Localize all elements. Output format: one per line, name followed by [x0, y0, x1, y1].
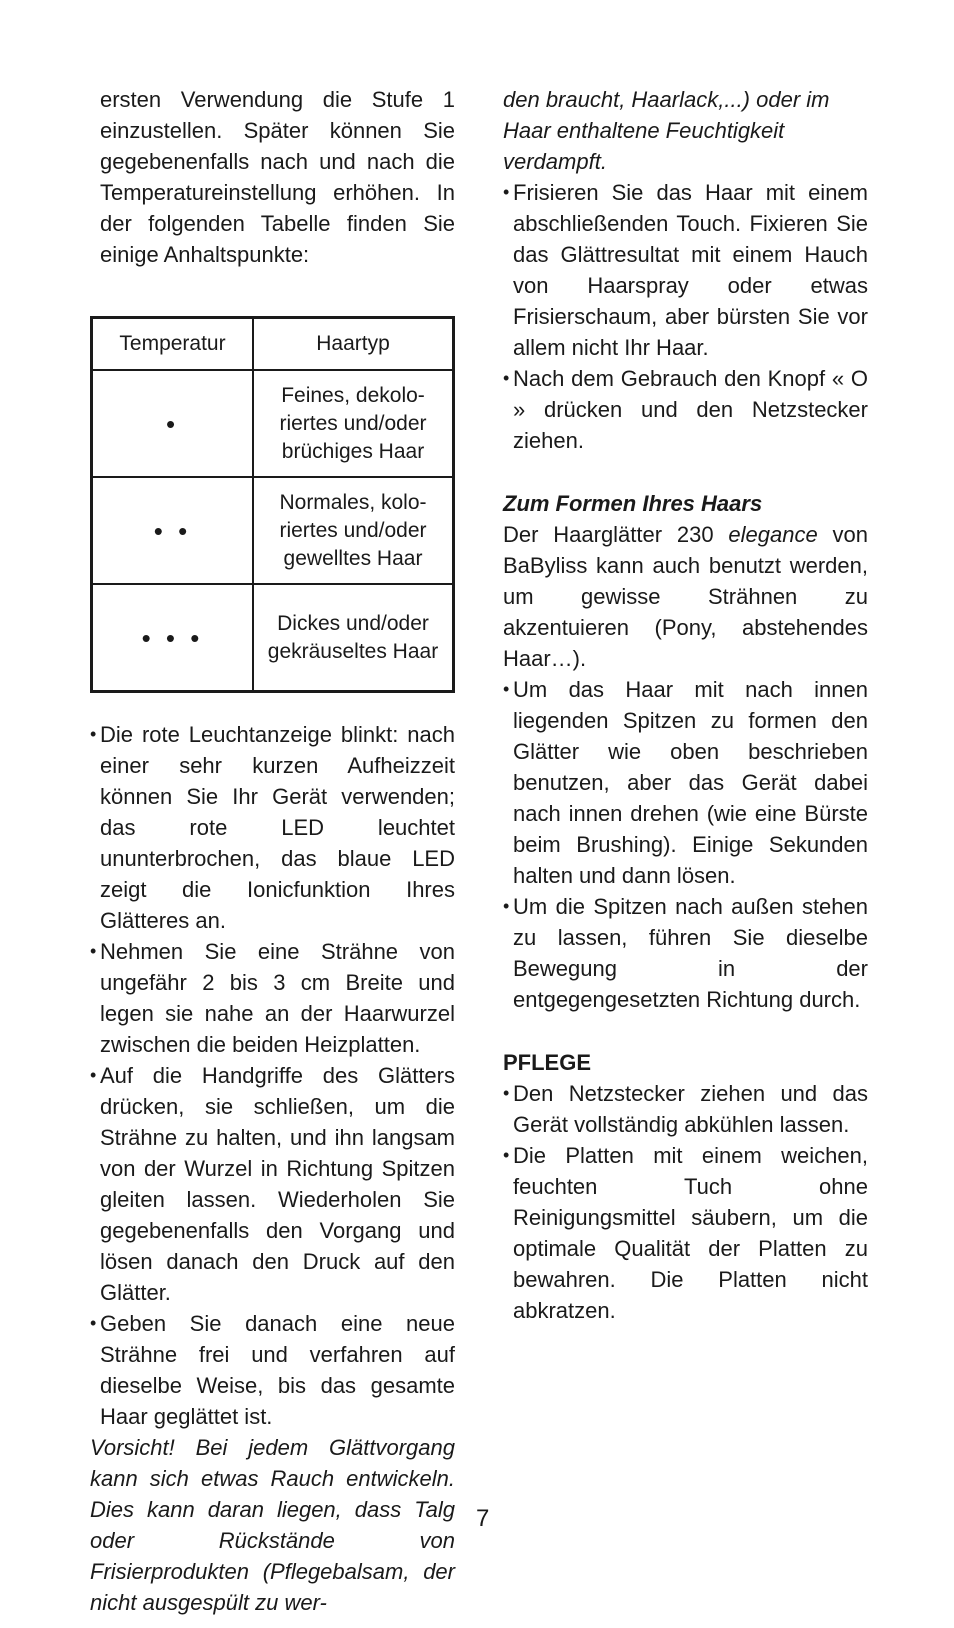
- forming-intro-text: von BaByliss kann auch benutzt werden, um gewisse Strähnen zu akzentuieren (Pony, abstehendes Haar…).: [503, 522, 868, 671]
- warning-continued: den braucht, Haarlack,...) oder im Haar enthaltene Feuchtigkeit verdampft.: [503, 87, 830, 174]
- hairtype-cell: Normales, kolo-riertes und/oder gewelltes Haar: [253, 477, 454, 584]
- list-item: • Frisieren Sie das Haar mit einem abschließenden Touch. Fixieren Sie das Glättresultat mit einem Hauch von Haarspray oder etwas Frisierschaum, aber bürsten Sie vor allem nicht Ihr Haar.: [503, 177, 868, 363]
- list-item: • Auf die Handgriffe des Glätters drücken, sie schließen, um die Strähne zu halten, und ihn langsam von der Wurzel in Richtung Spitzen gleiten lassen. Wiederholen Sie gegebenenfalls den Vorgang und lösen danach den Druck auf den Glätter.: [90, 1060, 455, 1308]
- list-item: • Geben Sie danach eine neue Strähne frei und verfahren auf dieselbe Weise, bis das gesamte Haar geglättet ist.: [90, 1308, 455, 1432]
- finishing-bullet-list: [503, 177, 868, 456]
- brand-name: elegance: [728, 522, 818, 547]
- table-row: [92, 477, 454, 584]
- temperature-table: [90, 316, 455, 693]
- temperature-level-1: •: [92, 370, 254, 477]
- right-column: [503, 84, 868, 1326]
- table-row: [92, 370, 454, 477]
- table-header-temperature: Temperatur: [92, 318, 254, 371]
- list-item: • Um das Haar mit nach innen liegenden Spitzen zu formen den Glätter wie oben beschrieben benutzen, aber das Gerät dabei nach innen drehen (wie eine Bürste beim Brushing). Einige Sekunden halten und dann lösen.: [503, 674, 868, 891]
- care-bullet-list: [503, 1078, 868, 1326]
- temperature-level-2: • •: [92, 477, 254, 584]
- forming-intro-text: Der Haarglätter 230: [503, 522, 729, 547]
- forming-heading: Zum Formen Ihres Haars: [503, 491, 763, 516]
- temperature-level-3: • • •: [92, 584, 254, 692]
- usage-bullet-list: [90, 719, 455, 1432]
- temperature-table-wrapper: [90, 316, 455, 693]
- list-item: • Nehmen Sie eine Strähne von ungefähr 2 bis 3 cm Breite und legen sie nahe an der Haarwurzel zwischen die beiden Heizplatten.: [90, 936, 455, 1060]
- care-heading: PFLEGE: [503, 1050, 592, 1075]
- table-row: [92, 584, 454, 692]
- hairtype-cell: Dickes und/oder gekräuseltes Haar: [253, 584, 454, 692]
- list-item: • Nach dem Gebrauch den Knopf « O » drücken und den Netzstecker ziehen.: [503, 363, 868, 456]
- list-item: • Den Netzstecker ziehen und das Gerät vollständig abkühlen lassen.: [503, 1078, 868, 1140]
- left-column: [90, 84, 455, 1618]
- intro-paragraph: ersten Verwendung die Stufe 1 einzustellen. Später können Sie gegebenenfalls nach und nach die Temperatureinstellung erhöhen. In der folgenden Tabelle finden Sie einige Anhaltspunkte:: [100, 87, 455, 267]
- list-item: • Die rote Leuchtanzeige blinkt: nach einer sehr kurzen Aufheizzeit können Sie Ihr Gerät verwenden; das rote LED leuchtet ununterbrochen, das blaue LED zeigt die Ionicfunktion Ihres Glätteres an.: [90, 719, 455, 936]
- hairtype-cell: Feines, dekolo-riertes und/oder brüchiges Haar: [253, 370, 454, 477]
- list-item: • Die Platten mit einem weichen, feuchten Tuch ohne Reinigungsmittel säubern, um die optimale Qualität der Platten zu bewahren. Die Platten nicht abkratzen.: [503, 1140, 868, 1326]
- page-number: 7: [476, 1505, 490, 1532]
- list-item: • Um die Spitzen nach außen stehen zu lassen, führen Sie dieselbe Bewegung in der entgegengesetzten Richtung durch.: [503, 891, 868, 1015]
- table-header-hairtype: Haartyp: [253, 318, 454, 371]
- warning-paragraph: Vorsicht! Bei jedem Glättvorgang kann sich etwas Rauch entwickeln. Dies kann daran liegen, dass Talg oder Rückstände von Frisierprodukten (Pflegebalsam, der nicht ausgespült zu wer-: [90, 1435, 455, 1615]
- forming-intro: [503, 519, 868, 674]
- forming-bullet-list: [503, 674, 868, 1015]
- table-header-row: [92, 318, 454, 371]
